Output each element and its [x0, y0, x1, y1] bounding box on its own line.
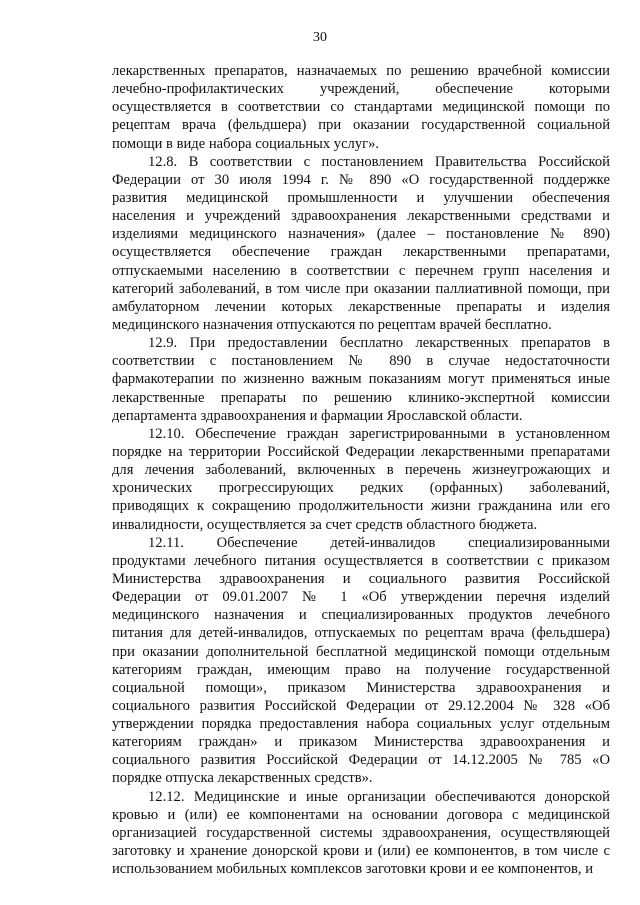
text-line: лекарственные препараты по решению клинико-экспертной комиссии — [112, 389, 610, 406]
text-line: населения и учреждений здравоохранения лекарственными средствами и — [112, 208, 610, 225]
text-line: 12.10. Обеспечение граждан зарегистрированными в установленном — [148, 425, 610, 442]
text-line: 12.12. Медицинские и иные организации обеспечиваются донорской — [148, 788, 610, 805]
text-line: порядке на территории Российской Федерации лекарственными препаратами — [112, 443, 610, 460]
text-line: осуществляется в соответствии со стандартами медицинской помощи по — [112, 99, 610, 116]
text-line: социального развития Российской Федерации от 14.12.2005 № 785 «О — [112, 752, 610, 769]
text-line: при оказании дополнительной бесплатной медицинской помощи отдельным — [112, 643, 610, 660]
text-line: утверждении порядка предоставления набора социальных услуг отдельным — [112, 716, 610, 733]
text-line: приводящих к сокращению продолжительности жизни гражданина или его — [112, 498, 610, 515]
text-line: категориям граждан» и приказом Министерства здравоохранения и — [112, 734, 610, 751]
paragraph-p12-9 — [112, 334, 610, 425]
paragraph-p12-10 — [112, 425, 610, 534]
body-text — [112, 62, 610, 878]
text-line: Федерации от 09.01.2007 № 1 «Об утверждении перечня изделий — [112, 589, 610, 606]
page-number: 30 — [313, 30, 327, 45]
text-line: Федерации от 30 июля 1994 г. № 890 «О государственной поддержке — [112, 171, 610, 188]
text-line: помощи в виде набора социальных услуг». — [112, 135, 380, 152]
text-line: медицинского назначения и специализированных продуктов лечебного — [112, 607, 610, 624]
text-line: департамента здравоохранения и фармации Ярославской области. — [112, 407, 523, 424]
paragraph-p12-11 — [112, 534, 610, 788]
text-line: фармакотерапии по жизненно важным показаниям могут применяться иные — [112, 371, 610, 388]
text-line: порядке отпуска лекарственных средств». — [112, 770, 373, 787]
text-line: питания для детей-инвалидов, отпускаемых по рецептам врача (фельдшера) — [112, 625, 610, 642]
text-line: категорий заболеваний, в том числе при оказании паллиативной помощи, при — [112, 280, 610, 297]
text-line: соответствии с постановлением № 890 в случае недостаточности — [112, 353, 610, 370]
text-line: 12.8. В соответствии с постановлением Правительства Российской — [148, 153, 610, 170]
text-line: социальной помощи», приказом Министерства здравоохранения и — [112, 679, 610, 696]
text-line: использованием мобильных комплексов заготовки крови и ее компонентов, и — [112, 861, 594, 878]
text-line: инвалидности, осуществляется за счет средств областного бюджета. — [112, 516, 538, 533]
text-line: кровью и (или) ее компонентами на основании договора с медицинской — [112, 806, 610, 823]
text-line: организацией государственной системы здравоохранения, осуществляющей — [112, 824, 610, 841]
text-line: развития медицинской промышленности и улучшении обеспечения — [112, 189, 610, 206]
text-line: амбулаторном лечении которых лекарственные препараты и изделия — [112, 298, 610, 315]
text-line: Министерства здравоохранения и социального развития Российской — [112, 570, 610, 587]
text-line: лечебно-профилактических учреждений, обеспечение которыми — [112, 81, 610, 98]
text-line: продуктами лечебного питания осуществляется в соответствии с приказом — [112, 552, 610, 569]
text-line: рецептам врача (фельдшера) при оказании государственной социальной — [112, 117, 610, 134]
paragraph-p12-12 — [112, 788, 610, 879]
text-line: 12.9. При предоставлении бесплатно лекарственных препаратов в — [148, 335, 610, 352]
text-line: для лечения заболеваний, включенных в перечень жизнеугрожающих и — [112, 462, 610, 479]
text-line: осуществляется обеспечение граждан лекарственными препаратами, — [112, 244, 610, 261]
text-line: заготовку и хранение донорской крови и (или) ее компонентов, в том числе с — [112, 843, 610, 860]
paragraph-cont — [112, 62, 610, 153]
text-line: отпускаемыми населению в соответствии с перечнем групп населения и — [112, 262, 610, 279]
paragraph-p12-8 — [112, 153, 610, 334]
text-line: хронических прогрессирующих редких (орфанных) заболеваний, — [112, 480, 610, 497]
text-line: социального развития Российской Федерации от 29.12.2004 № 328 «Об — [112, 697, 610, 714]
text-line: категориям граждан, имеющим право на получение государственной — [112, 661, 610, 678]
text-line: 12.11. Обеспечение детей-инвалидов специализированными — [148, 534, 610, 551]
text-line: медицинского назначения отпускаются по рецептам врачей бесплатно. — [112, 316, 552, 333]
text-line: изделиями медицинского назначения» (далее – постановление № 890) — [112, 226, 610, 243]
text-line: лекарственных препаратов, назначаемых по решению врачебной комиссии — [112, 63, 610, 79]
